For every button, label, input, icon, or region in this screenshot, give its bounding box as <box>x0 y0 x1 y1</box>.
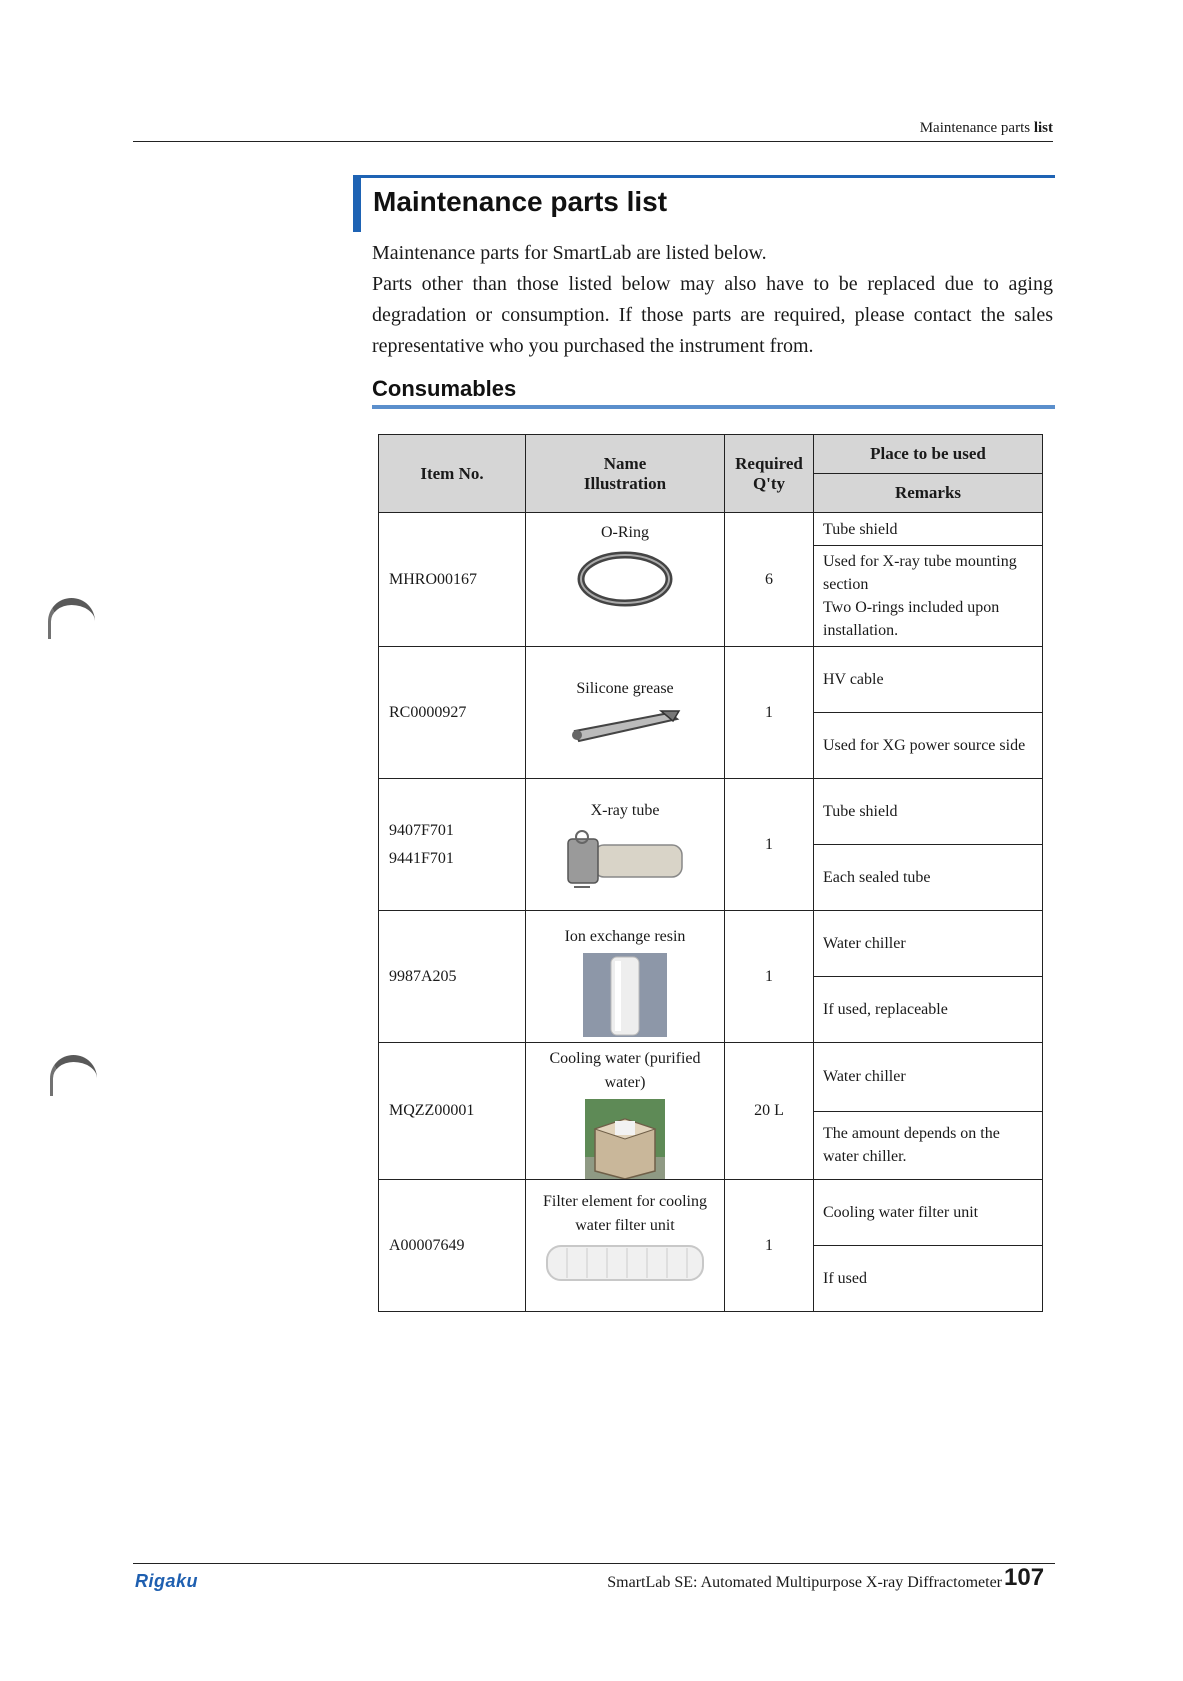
name-cell <box>526 779 725 911</box>
section-divider <box>372 405 1055 409</box>
table-row <box>379 779 1043 845</box>
remarks: Used for XG power source side <box>823 737 1026 754</box>
table-row <box>379 1180 1043 1246</box>
o-ring-icon <box>575 549 675 609</box>
intro-line-1: Maintenance parts for SmartLab are listed below. <box>372 242 767 264</box>
part-name: Ion exchange resin <box>564 928 686 945</box>
place-cell <box>814 1180 1043 1246</box>
qty: 1 <box>765 835 773 853</box>
qty-cell <box>725 647 814 779</box>
item-no-cell <box>379 911 526 1043</box>
place: Water chiller <box>823 935 906 952</box>
remarks-extra: Two O-rings included upon installation. <box>823 599 1000 639</box>
qty: 1 <box>765 967 773 985</box>
header-item-no: Item No. <box>379 435 526 513</box>
name-cell <box>526 1043 725 1180</box>
table-row <box>379 647 1043 713</box>
remarks: If used <box>823 1270 867 1287</box>
x-ray-tube-icon <box>560 827 690 891</box>
place-cell <box>814 779 1043 845</box>
header-name: Name <box>603 453 647 473</box>
item-no-cell <box>379 1043 526 1180</box>
header-place: Place to be used <box>814 435 1043 474</box>
part-name: Silicone grease <box>576 680 674 697</box>
name-cell <box>526 1180 725 1312</box>
qty: 6 <box>765 570 773 588</box>
filter-element-icon <box>543 1242 707 1284</box>
part-name: Cooling water (purified water) <box>549 1050 701 1091</box>
place: Tube shield <box>823 803 898 820</box>
item-no: MHRO00167 <box>389 570 478 588</box>
page-number: 107 <box>1004 1564 1045 1591</box>
remarks-cell <box>814 713 1043 779</box>
section-title: Consumables <box>372 376 517 401</box>
place-cell <box>814 911 1043 977</box>
header-illustration: Illustration <box>583 473 667 493</box>
header-qty: Q'ty <box>752 473 786 493</box>
footer-title: SmartLab SE: Automated Multipurpose X-ray Diffractometer <box>607 1574 1002 1591</box>
name-cell <box>526 911 725 1043</box>
title-bar-top <box>353 175 1055 178</box>
intro-line-2: Parts other than those listed below may also have to be replaced due to aging degradation or consumption. If those parts are required, please contact the sales representative who you purchased the instrument from. <box>372 273 1053 357</box>
remarks-cell <box>814 546 1043 647</box>
grease-tube-icon <box>565 705 685 745</box>
table-header-row <box>379 435 1043 474</box>
qty-cell <box>725 779 814 911</box>
place: Tube shield <box>823 520 898 538</box>
item-no: 9987A205 <box>389 967 457 985</box>
place: HV cable <box>823 671 884 688</box>
remarks: The amount depends on the water chiller. <box>823 1125 1000 1166</box>
qty-cell <box>725 1180 814 1312</box>
qty-cell <box>725 1043 814 1180</box>
item-no-cell <box>379 779 526 911</box>
footer-divider <box>133 1563 1055 1564</box>
header-divider <box>133 141 1053 142</box>
item-no: MQZZ00001 <box>389 1102 475 1119</box>
title-bar-left <box>353 175 361 232</box>
item-no: 9407F701 <box>389 821 454 839</box>
qty: 20 L <box>754 1102 784 1119</box>
qty-cell <box>725 911 814 1043</box>
item-no-cell <box>379 513 526 647</box>
place-cell <box>814 647 1043 713</box>
table-row <box>379 1043 1043 1112</box>
running-head <box>600 120 1053 137</box>
item-no-secondary: 9441F701 <box>389 849 454 867</box>
table-row <box>379 911 1043 977</box>
part-name: Filter element for cooling water filter unit <box>543 1193 707 1234</box>
remarks-cell <box>814 1246 1043 1312</box>
remarks-cell <box>814 1111 1043 1180</box>
name-cell <box>526 513 725 647</box>
page-title: Maintenance parts list <box>373 186 668 217</box>
item-no: RC0000927 <box>389 703 467 721</box>
running-head-text: Maintenance parts <box>919 120 1031 136</box>
place-cell <box>814 513 1043 546</box>
item-no: A00007649 <box>389 1236 465 1254</box>
remarks-cell <box>814 845 1043 911</box>
name-cell <box>526 647 725 779</box>
intro-text <box>372 238 1053 362</box>
place: Water chiller <box>823 1068 906 1086</box>
water-box-icon <box>585 1099 665 1179</box>
remarks-cell <box>814 977 1043 1043</box>
part-name: X-ray tube <box>590 802 660 819</box>
remarks: Each sealed tube <box>823 869 931 886</box>
qty: 1 <box>765 703 773 721</box>
header-name-illustration <box>526 435 725 513</box>
resin-cartridge-icon <box>583 953 667 1037</box>
table-row <box>379 513 1043 546</box>
place: Cooling water filter unit <box>823 1204 979 1221</box>
header-remarks: Remarks <box>814 474 1043 513</box>
part-name: O-Ring <box>601 524 649 541</box>
brand-logo: Rigaku <box>135 1571 199 1591</box>
item-no-cell <box>379 647 526 779</box>
item-no-cell <box>379 1180 526 1312</box>
parts-table <box>378 434 1043 1312</box>
punch-hole-mark <box>48 598 95 639</box>
qty: 1 <box>765 1236 773 1254</box>
running-head-bold: list <box>1033 120 1053 136</box>
punch-hole-mark <box>50 1055 97 1096</box>
header-required-qty <box>725 435 814 513</box>
place-cell <box>814 1043 1043 1112</box>
header-required: Required <box>735 453 803 473</box>
remarks: Used for X-ray tube mounting section <box>823 553 1017 593</box>
qty-cell <box>725 513 814 647</box>
remarks: If used, replaceable <box>823 1001 948 1018</box>
